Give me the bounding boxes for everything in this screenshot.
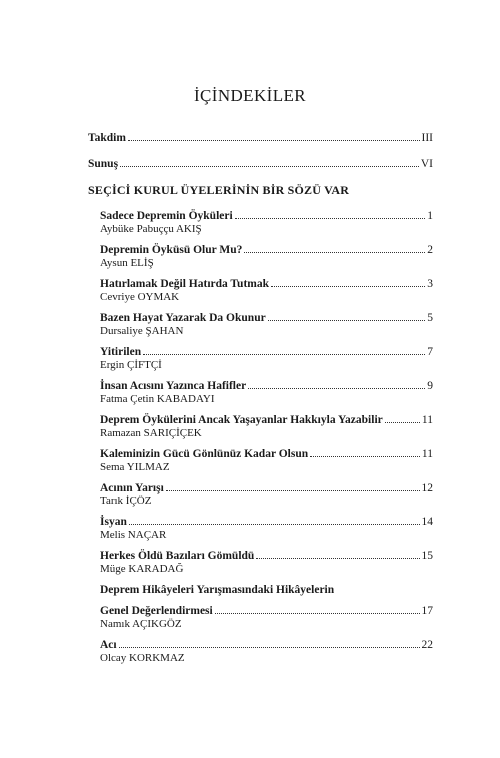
toc-page-number: VI	[420, 158, 433, 170]
toc-page-number: 7	[427, 346, 433, 358]
article-author: Cevriye OYMAK	[100, 291, 180, 303]
article-title: Acının Yarışı	[100, 482, 164, 494]
dot-leader	[166, 490, 420, 491]
toc-page-number: 9	[427, 380, 433, 392]
article-title: İsyan	[100, 516, 127, 528]
article-title: Sadece Depremin Öyküleri	[100, 210, 233, 222]
toc-page-number: 11	[421, 414, 433, 426]
toc-article[interactable]	[100, 243, 433, 270]
toc-page-number: III	[421, 132, 433, 144]
article-title: Genel Değerlendirmesi	[100, 605, 213, 617]
article-title: Bazen Hayat Yazarak Da Okunur	[100, 312, 266, 324]
toc-article[interactable]	[100, 413, 433, 440]
article-title: Acı	[100, 639, 117, 651]
dot-leader	[244, 252, 425, 253]
article-author: Melis NAÇAR	[100, 529, 167, 541]
dot-leader	[248, 388, 425, 389]
toc-article[interactable]	[100, 311, 433, 338]
dot-leader	[143, 354, 425, 355]
article-author: Müge KARADAĞ	[100, 563, 184, 575]
toc-article[interactable]	[100, 481, 433, 508]
toc-page-number: 11	[421, 448, 433, 460]
toc-article[interactable]	[100, 345, 433, 372]
dot-leader	[119, 647, 420, 648]
toc-page-number: 12	[421, 482, 433, 494]
article-author: Olcay KORKMAZ	[100, 652, 185, 664]
article-author: Ergin ÇİFTÇİ	[100, 359, 162, 371]
dot-leader	[215, 613, 420, 614]
toc-entry-takdim[interactable]	[88, 131, 433, 145]
toc-article[interactable]	[100, 379, 433, 406]
article-author: Ramazan SARIÇİÇEK	[100, 427, 202, 439]
toc-article[interactable]	[100, 209, 433, 236]
toc-page-number: 2	[427, 244, 433, 256]
article-title: İnsan Acısını Yazınca Hafifler	[100, 380, 247, 392]
article-title: Hatırlamak Değil Hatırda Tutmak	[100, 278, 269, 290]
toc-entry-label: Sunuş	[88, 158, 119, 170]
article-title: Depremin Öyküsü Olur Mu?	[100, 244, 243, 256]
toc-article[interactable]	[100, 277, 433, 304]
dot-leader	[235, 218, 426, 219]
article-title: Yitirilen	[100, 346, 142, 358]
toc-entry-sunus[interactable]	[88, 157, 433, 171]
article-title: Kaleminizin Gücü Gönlünüz Kadar Olsun	[100, 448, 309, 460]
toc-article[interactable]	[100, 447, 433, 474]
toc-page-number: 3	[427, 278, 433, 290]
toc-article[interactable]	[100, 549, 433, 576]
dot-leader	[385, 422, 420, 423]
article-author: Aybüke Pabuççu AKIŞ	[100, 223, 202, 235]
dot-leader	[268, 320, 426, 321]
dot-leader	[271, 286, 425, 287]
toc-page-number: 1	[427, 210, 433, 222]
toc-article[interactable]	[100, 604, 433, 631]
dot-leader	[310, 456, 420, 457]
article-author: Aysun ELİŞ	[100, 257, 154, 269]
dot-leader	[128, 140, 420, 141]
page-title: İÇİNDEKİLER	[193, 86, 307, 105]
toc-article[interactable]	[100, 515, 433, 542]
toc-page-number: 5	[427, 312, 433, 324]
toc-page-number: 15	[421, 550, 433, 562]
article-author: Dursaliye ŞAHAN	[100, 325, 184, 337]
table-of-contents	[88, 131, 433, 672]
article-author: Sema YILMAZ	[100, 461, 170, 473]
dot-leader	[129, 524, 420, 525]
toc-page-number: 14	[421, 516, 433, 528]
dot-leader	[120, 166, 419, 167]
evaluation-heading: Deprem Hikâyeleri Yarışmasındaki Hikâyelerin	[100, 584, 335, 596]
article-title: Herkes Öldü Bazıları Gömüldü	[100, 550, 255, 562]
article-author: Namık AÇIKGÖZ	[100, 618, 182, 630]
toc-entry-label: Takdim	[88, 132, 126, 144]
toc-page-number: 17	[421, 605, 433, 617]
section-heading: SEÇİCİ KURUL ÜYELERİNİN BİR SÖZÜ VAR	[88, 183, 350, 197]
dot-leader	[256, 558, 419, 559]
article-title: Deprem Öykülerini Ancak Yaşayanlar Hakkıyla Yazabilir	[100, 414, 383, 426]
toc-article[interactable]	[100, 638, 433, 665]
toc-page-number: 22	[421, 639, 433, 651]
article-author: Fatma Çetin KABADAYI	[100, 393, 215, 405]
article-author: Tarık İÇÖZ	[100, 495, 152, 507]
